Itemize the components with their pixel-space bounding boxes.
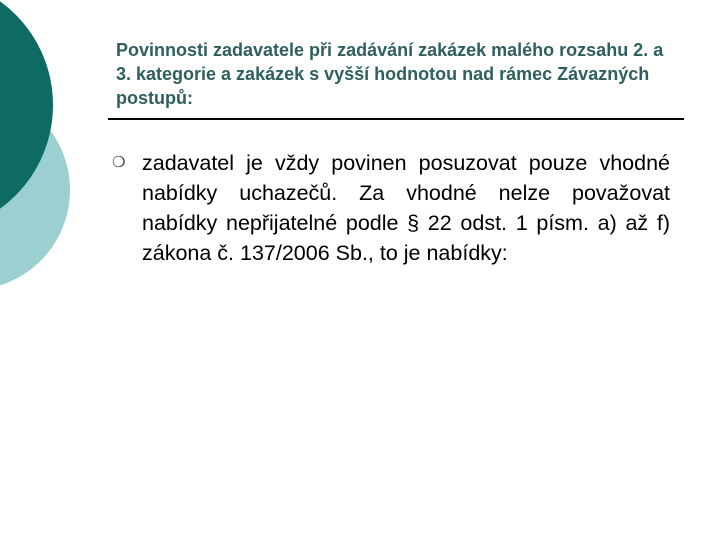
bullet-text: zadavatel je vždy povinen posuzovat pouze vhodné nabídky uchazečů. Za vhodné nelze považovat nabídky nepřijatelné podle § 22 odst. 1 písm. a) až f) zákona č. 137/2006 Sb., to je nabídky: bbox=[142, 151, 670, 265]
bullet-list bbox=[112, 148, 670, 268]
title-divider bbox=[108, 118, 684, 120]
slide-title: Povinnosti zadavatele při zadávání zakázek malého rozsahu 2. a 3. kategorie a zakázek s vyšší hodnotou nad rámec Závazných postupů: bbox=[116, 40, 664, 108]
list-item bbox=[112, 148, 670, 268]
decorative-circles bbox=[0, 0, 120, 300]
hollow-circle-icon: ❍ bbox=[112, 154, 126, 171]
